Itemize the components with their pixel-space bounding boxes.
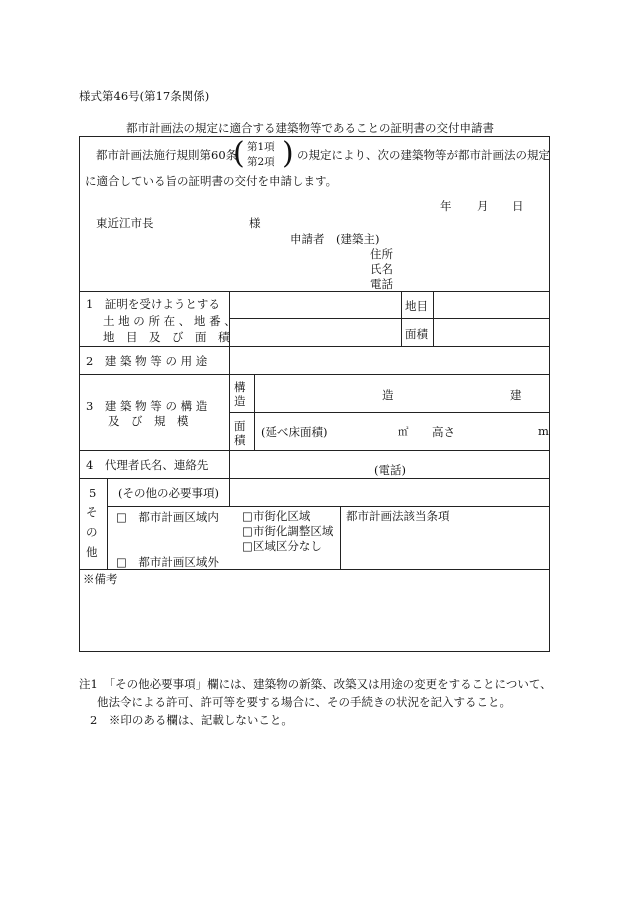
structure-ken: 建 [510, 388, 522, 402]
left-paren: ( [233, 136, 245, 171]
menseki-char-1: 面 [234, 419, 246, 433]
applicant-address-label: 住所 [370, 247, 393, 261]
agent-phone-label: (電話) [374, 463, 406, 477]
row-divider-other-sub [108, 506, 550, 507]
checkbox-urbanization-control[interactable]: □市街化調整区域 [242, 524, 334, 538]
rule-suffix: の規定により、次の建築物等が都市計画法の規定 [297, 148, 550, 162]
row-divider-land-sub [230, 318, 550, 319]
menseki-char-2: 積 [234, 433, 246, 447]
other-char-no: の [86, 525, 98, 539]
col-divider-other-num [107, 478, 108, 569]
clause-1: 第1項 [247, 141, 275, 153]
clause-2: 第2項 [247, 156, 275, 168]
height-unit: m [538, 424, 549, 438]
addressee-honorific: 様 [249, 216, 261, 230]
col-divider-land-label [433, 291, 434, 346]
checkbox-in-area[interactable]: □ 都市計画区域内 [116, 510, 219, 524]
applicant-name-label: 氏名 [370, 262, 393, 276]
other-char-so: そ [86, 505, 98, 519]
date-year: 年 [440, 199, 452, 213]
other-header: (その他の必要事項) [118, 486, 219, 500]
row-divider-4 [79, 450, 550, 451]
col-divider-other-header [229, 478, 230, 506]
col-divider-land-value [401, 291, 402, 346]
row-divider-structure-sub [230, 412, 550, 413]
kouzou-char-2: 造 [234, 394, 246, 408]
row-divider-1 [79, 291, 550, 292]
land-label-2: 土 地 の 所 在 、 地 番 、 [103, 314, 236, 328]
applicant-phone-label: 電話 [370, 277, 393, 291]
row-divider-5 [79, 478, 550, 479]
form-number: 様式第46号(第17条関係) [79, 89, 210, 103]
height-label: 高さ [432, 425, 455, 439]
col-divider-other-clause [340, 506, 341, 569]
col-divider-structure-sub [254, 374, 255, 450]
row-divider-2 [79, 346, 550, 347]
addressee-name: 東近江市長 [96, 216, 154, 230]
structure-label-1: 3 建 築 物 等 の 構 造 [86, 399, 208, 413]
checkbox-no-division[interactable]: □区域区分なし [242, 539, 322, 553]
use-label: 2 建 築 物 等 の 用 途 [86, 354, 208, 368]
remarks-label: ※備考 [83, 572, 118, 586]
date-day: 日 [512, 199, 524, 213]
form-title: 都市計画法の規定に適合する建築物等であることの証明書の交付申請書 [126, 121, 494, 135]
floor-area-unit: ㎡ [398, 426, 409, 438]
checkbox-out-area[interactable]: □ 都市計画区域外 [116, 555, 219, 569]
checkbox-urbanization[interactable]: □市街化区域 [242, 509, 311, 523]
note-1-line-2: 他法令による許可、許可等を要する場合に、その手続きの状況を記入すること。 [97, 695, 511, 709]
applicant-label: 申請者 (建築主) [290, 232, 380, 246]
intro-line-2: に適合している旨の証明書の交付を申請します。 [85, 174, 338, 188]
kouzou-char-1: 構 [234, 380, 246, 394]
land-menseki-label: 面積 [405, 327, 428, 341]
note-1-line-1: 注1 「その他必要事項」欄には、建築物の新築、改築又は用途の変更をすることについて、 [79, 677, 552, 691]
land-label-1: 1 証明を受けようとする [86, 297, 220, 311]
floor-area-label: (延べ床面積) [261, 425, 328, 439]
clause-label: 都市計画法該当条項 [346, 509, 450, 523]
land-label-3: 地 目 及 び 面 積 [103, 330, 230, 344]
agent-label: 4 代理者氏名、連絡先 [86, 458, 209, 472]
right-paren: ) [282, 136, 294, 171]
structure-zou: 造 [382, 388, 394, 402]
rule-prefix: 都市計画法施行規則第60条 [96, 148, 238, 162]
other-num: 5 [89, 486, 97, 500]
other-char-ta: 他 [86, 545, 98, 559]
note-2: 2 ※印のある欄は、記載しないこと。 [90, 713, 293, 727]
land-chimoku-label: 地目 [405, 299, 428, 313]
structure-label-2: 及 び 規 模 [108, 414, 189, 428]
date-month: 月 [477, 199, 489, 213]
row-divider-3 [79, 374, 550, 375]
